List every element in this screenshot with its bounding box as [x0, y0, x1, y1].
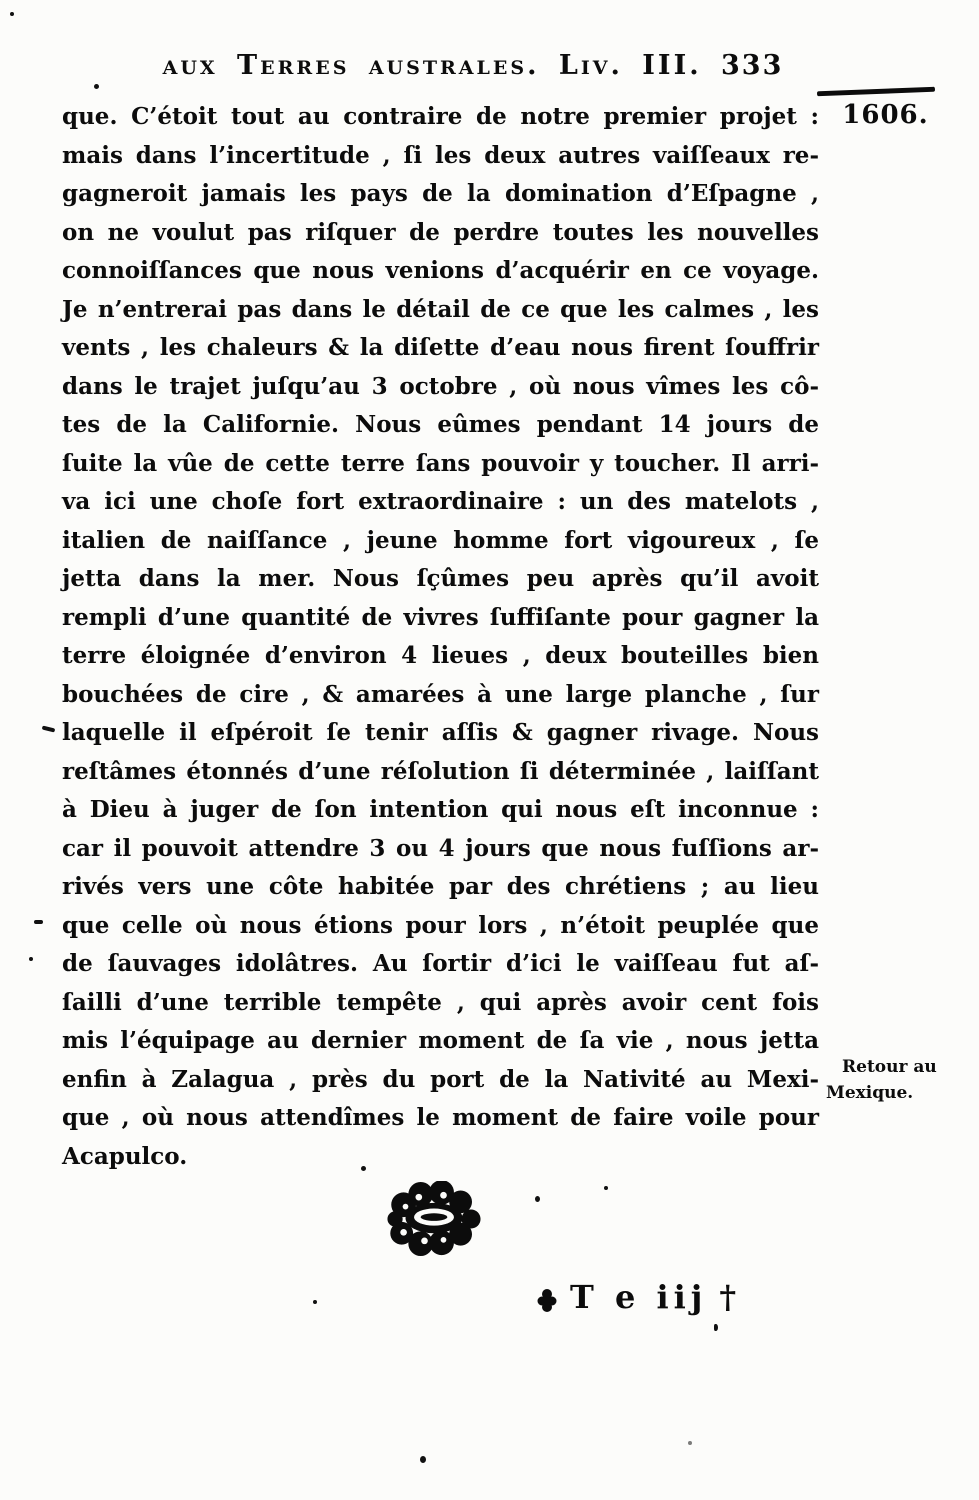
ink-speckle — [688, 1441, 692, 1445]
ink-speckle — [535, 1196, 540, 1202]
text-line: connoiſſances que nous venions d’acquérir en ce voyage. — [62, 257, 819, 284]
text-line: reſtâmes étonnés d’une réſolution ſi déterminée , laiſſant — [62, 757, 819, 785]
ink-speckle — [10, 12, 14, 16]
text-line: que celle où nous étions pour lors , n’étoit peuplée que — [62, 911, 819, 939]
text-line: bouchées de cire , & amarées à une large planche , ſur — [62, 680, 819, 708]
signature-text: T e iij — [570, 1278, 708, 1316]
text-line: Acapulco. — [62, 1142, 188, 1170]
ink-speckle — [604, 1186, 608, 1190]
text-line: enfin à Zalagua , près du port de la Nativité au Mexi- — [62, 1065, 819, 1093]
text-line: ſailli d’une terrible tempête , qui après avoir cent fois — [62, 988, 819, 1016]
signature-mark — [536, 1278, 736, 1316]
text-line: car il pouvoit attendre 3 ou 4 jours que nous fuſſions ar- — [62, 834, 819, 862]
ink-speckle — [34, 920, 43, 924]
text-line: rempli d’une quantité de vivres ſuffiſante pour gagner la — [62, 603, 819, 631]
text-line: Je n’entrerai pas dans le détail de ce que les calmes , les — [62, 295, 819, 323]
ink-speckle — [29, 957, 33, 961]
side-note-line: Mexique. — [826, 1083, 914, 1103]
ink-speckle — [714, 1324, 718, 1331]
page-number: 333 — [721, 50, 784, 81]
quatrefoil-asterisk-icon — [536, 1288, 558, 1314]
text-line: jetta dans la mer. Nous ſçûmes peu après qu’il avoit — [62, 565, 819, 592]
text-line: terre éloignée d’environ 4 lieues , deux bouteilles bien — [62, 642, 819, 669]
ink-speckle — [313, 1300, 317, 1304]
ink-speckle — [94, 84, 99, 89]
text-line: mais dans l’incertitude , ſi les deux autres vaiſſeaux re- — [62, 141, 819, 169]
text-line: va ici une choſe fort extraordinaire : un des matelots , — [62, 488, 819, 515]
ink-speckle — [42, 725, 56, 732]
dagger-mark: † — [719, 1278, 737, 1316]
fleuron-ornament-icon — [386, 1181, 482, 1257]
text-line: rivés vers une côte habitée par des chrétiens ; au lieu — [62, 873, 819, 900]
text-line: dans le trajet juſqu’au 3 octobre , où nous vîmes les cô- — [62, 372, 819, 400]
running-title: aux Terres australes. — [162, 50, 540, 81]
book-label: Liv. III. — [558, 50, 702, 81]
text-line: de ſauvages idolâtres. Au ſortir d’ici le vaiſſeau fut aſ- — [62, 950, 819, 977]
text-line: que , où nous attendîmes le moment de faire voile pour — [62, 1104, 819, 1131]
side-note-line: Retour au — [842, 1057, 937, 1077]
margin-rule — [817, 87, 935, 97]
text-line: gagneroit jamais les pays de la domination d’Eſpagne , — [62, 180, 819, 207]
text-line: tes de la Californie. Nous eûmes pendant 14 jours de — [62, 411, 819, 438]
running-head — [118, 50, 828, 81]
text-line: mis l’équipage au dernier moment de ſa vie , nous jetta — [62, 1027, 819, 1054]
ink-speckle — [361, 1166, 366, 1171]
margin-year-note: 1606. — [842, 100, 929, 130]
text-line: ſuite la vûe de cette terre ſans pouvoir y toucher. Il arri- — [62, 449, 819, 477]
text-line: que. C’étoit tout au contraire de notre premier projet : — [62, 103, 819, 130]
text-line: à Dieu à juger de ſon intention qui nous eſt inconnue : — [62, 796, 819, 823]
text-line: laquelle il eſpéroit ſe tenir aſſis & gagner rivage. Nous — [62, 719, 819, 746]
margin-side-note — [826, 1054, 938, 1106]
text-line: vents , les chaleurs & la diſette d’eau nous firent ſouffrir — [62, 334, 819, 361]
ink-speckle — [420, 1456, 426, 1463]
body-text — [62, 98, 819, 1176]
text-line: italien de naiſſance , jeune homme fort vigoureux , ſe — [62, 526, 819, 554]
text-line: on ne voulut pas riſquer de perdre toutes les nouvelles — [62, 218, 819, 246]
